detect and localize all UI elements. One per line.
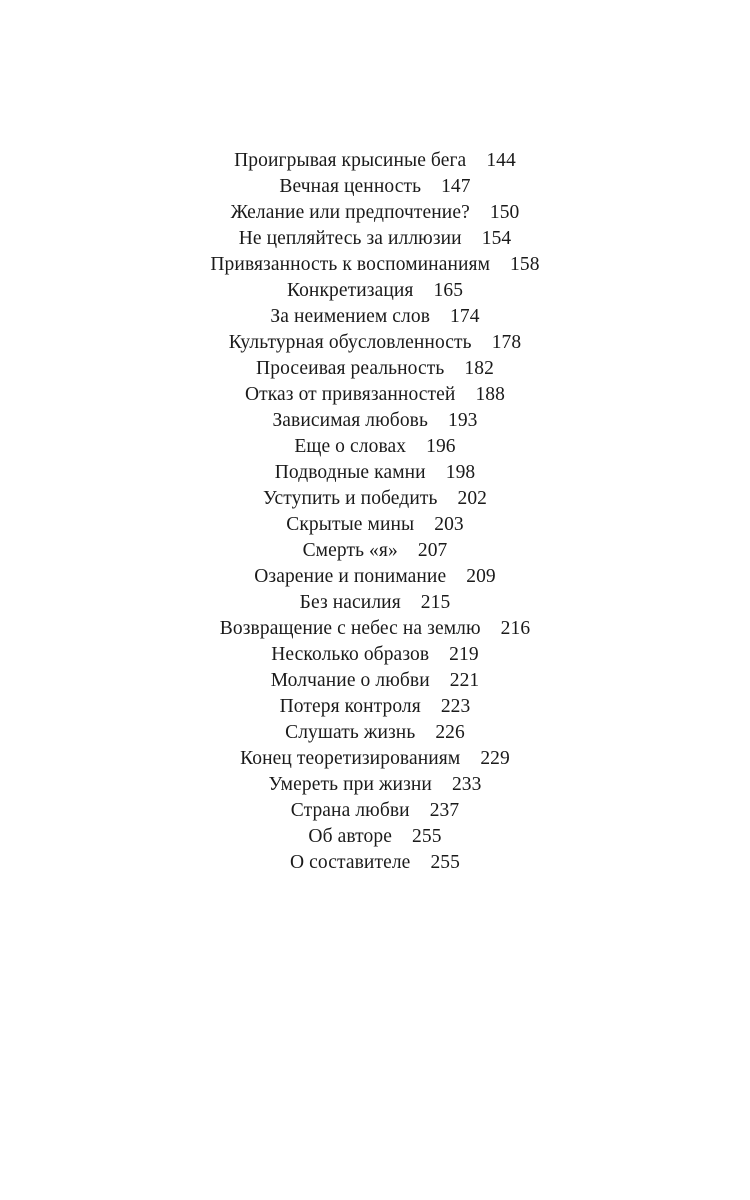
toc-entry	[0, 278, 750, 304]
toc-entry	[0, 824, 750, 850]
toc-entry-page: 255	[412, 826, 442, 847]
toc-entry-title: За неимением слов	[270, 306, 431, 327]
toc-entry-page: 255	[430, 852, 460, 873]
toc-entry-page: 165	[433, 280, 464, 301]
toc-entry	[0, 850, 750, 876]
toc-entry-page: 202	[457, 488, 488, 509]
toc-entry-title: Страна любви	[290, 800, 410, 821]
toc-entry-page: 216	[500, 618, 531, 639]
toc-entry-page: 203	[434, 514, 464, 535]
toc-entry-title: Конкретизация	[286, 280, 414, 301]
toc-entry-title: Отказ от привязанностей	[244, 384, 456, 405]
toc-entry-title: Проигрывая крысиные бега	[234, 150, 467, 171]
toc-entry-page: 174	[450, 306, 480, 327]
toc-entry	[0, 408, 750, 434]
toc-entry-page: 233	[451, 774, 482, 795]
toc-entry	[0, 616, 750, 642]
toc-entry-title: Желание или предпочтение?	[230, 202, 470, 223]
toc-entry	[0, 564, 750, 590]
toc-entry	[0, 512, 750, 538]
toc-entry-page: 237	[429, 800, 460, 821]
toc-entry	[0, 226, 750, 252]
toc-entry-page: 158	[510, 254, 540, 275]
toc-entry	[0, 148, 750, 174]
toc-entry-title: Подводные камни	[274, 462, 426, 483]
toc-entry-page: 188	[475, 384, 506, 405]
toc-entry-page: 147	[441, 176, 471, 197]
toc-entry	[0, 382, 750, 408]
toc-entry-title: Возвращение с небес на землю	[219, 618, 481, 639]
toc-entry	[0, 330, 750, 356]
toc-entry	[0, 252, 750, 278]
toc-entry-title: Молчание о любви	[270, 670, 430, 691]
toc-entry	[0, 434, 750, 460]
toc-entry	[0, 200, 750, 226]
toc-entry-page: 209	[466, 566, 496, 587]
toc-entry-title: Не цепляйтесь за иллюзии	[238, 228, 462, 249]
toc-entry-page: 198	[445, 462, 476, 483]
toc-entry-title: Несколько образов	[271, 644, 430, 665]
toc-entry-title: О составителе	[290, 852, 411, 873]
toc-entry-title: Озарение и понимание	[254, 566, 447, 587]
toc-entry	[0, 746, 750, 772]
toc-entry-page: 221	[449, 670, 480, 691]
toc-entry	[0, 642, 750, 668]
toc-entry-title: Скрытые мины	[286, 514, 415, 535]
toc-entry-page: 144	[486, 150, 516, 171]
toc-entry-title: Просеивая реальность	[256, 358, 445, 379]
toc-entry-page: 219	[449, 644, 479, 665]
toc-entry	[0, 174, 750, 200]
toc-entry	[0, 304, 750, 330]
toc-entry-page: 223	[440, 696, 471, 717]
toc-entry-title: Слушать жизнь	[285, 722, 416, 743]
toc-entry-page: 207	[417, 540, 448, 561]
toc-entry-title: Потеря контроля	[279, 696, 421, 717]
table-of-contents	[0, 148, 750, 876]
toc-entry	[0, 460, 750, 486]
toc-entry-title: Конец теоретизированиям	[240, 748, 461, 769]
toc-entry-title: Еще о словах	[294, 436, 407, 457]
toc-entry	[0, 798, 750, 824]
toc-entry-title: Без насилия	[299, 592, 401, 613]
toc-entry	[0, 538, 750, 564]
toc-entry	[0, 668, 750, 694]
toc-entry-page: 182	[464, 358, 494, 379]
toc-entry-page: 178	[491, 332, 522, 353]
toc-entry-title: Об авторе	[308, 826, 392, 847]
toc-entry-page: 193	[447, 410, 478, 431]
toc-entry	[0, 772, 750, 798]
toc-entry-title: Уступить и победить	[262, 488, 438, 509]
toc-entry-page: 229	[480, 748, 510, 769]
toc-entry-title: Привязанность к воспоминаниям	[210, 254, 491, 275]
toc-entry-page: 150	[489, 202, 520, 223]
toc-entry-title: Вечная ценность	[279, 176, 422, 197]
toc-entry-title: Смерть «я»	[302, 540, 398, 561]
toc-entry-page: 196	[426, 436, 456, 457]
toc-entry	[0, 590, 750, 616]
toc-entry-page: 226	[435, 722, 465, 743]
toc-entry	[0, 486, 750, 512]
toc-entry	[0, 720, 750, 746]
toc-entry-page: 154	[481, 228, 512, 249]
toc-entry	[0, 356, 750, 382]
toc-entry-title: Зависимая любовь	[272, 410, 428, 431]
toc-entry-title: Умереть при жизни	[268, 774, 432, 795]
toc-entry-title: Культурная обусловленность	[228, 332, 472, 353]
toc-entry-page: 215	[420, 592, 451, 613]
toc-entry	[0, 694, 750, 720]
